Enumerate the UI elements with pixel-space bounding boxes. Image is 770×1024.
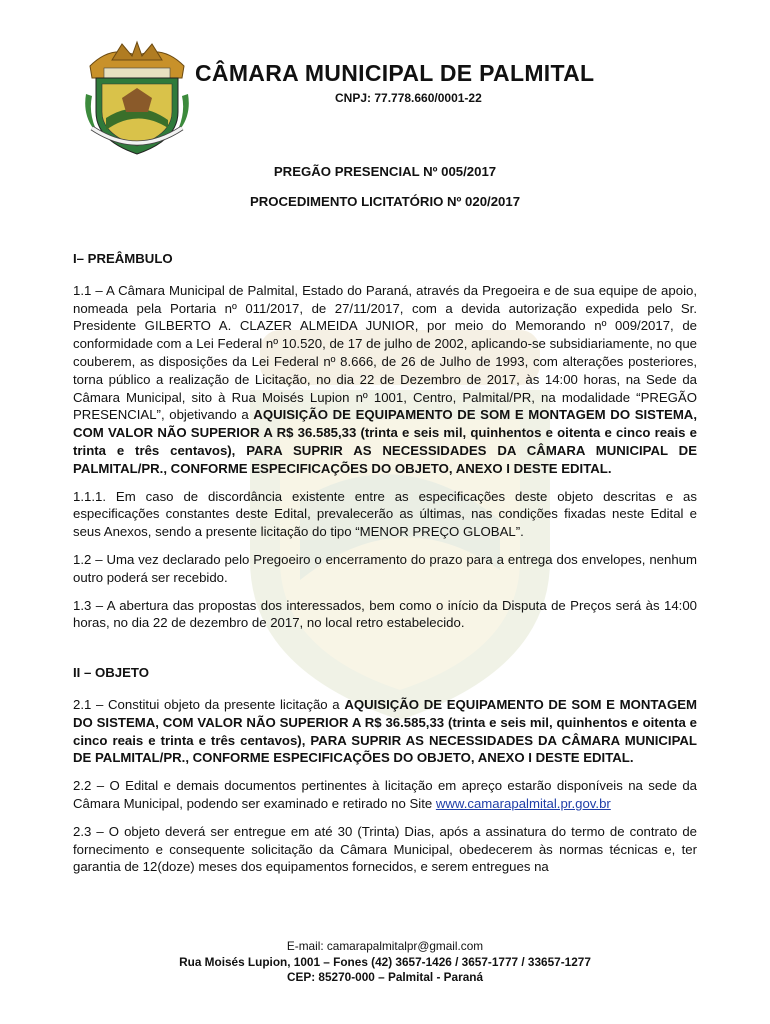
paragraph-1-1: 1.1 – A Câmara Municipal de Palmital, Estado do Paraná, através da Pregoeira e de sua equipe de apoio, nomeada pela Portaria nº 011/2017, de 27/11/2017, com a devida autorização expedida pelo Sr. Presidente GILBERTO A. CLAZER ALMEIDA JUNIOR, por meio do Memorando nº 009/2017, de conformidade com a Lei Federal nº 10.520, de 17 de julho de 2002, aplicando-se subsidiariamente, no que couberem, as disposições da Lei Federal nº 8.666, de 26 de Julho de 1993, com alterações posteriores, torna público a realização de Licitação, no dia 22 de Dezembro de 2017, às 14:00 horas, na Sede da Câmara Municipal, sito à Rua Moisés Lupion nº 1001, Centro, Palmital/PR, na modalidade “PREGÃO PRESENCIAL”, objetivando a AQUISIÇÃO DE EQUIPAMENTO DE SOM E MONTAGEM DO SISTEMA, COM VALOR NÃO SUPERIOR A R$ 36.585,33 (trinta e seis mil, quinhentos e oitenta e cinco reais e trinta e três centavos), PARA SUPRIR AS NECESSIDADES DA CÂMARA MUNICIPAL DE PALMITAL/PR., CONFORME ESPECIFICAÇÕES DO OBJETO, ANEXO I DESTE EDITAL.	[73, 282, 697, 476]
heading-pregao: PREGÃO PRESENCIAL Nº 005/2017	[273, 164, 497, 179]
section-objeto-title: II – OBJETO	[73, 665, 149, 681]
paragraph-1-2: 1.2 – Uma vez declarado pelo Pregoeiro o encerramento do prazo para a entrega dos envelopes, nenhum outro poderá ser recebido.	[73, 551, 697, 585]
paragraph-1-3: 1.3 – A abertura das propostas dos interessados, bem como o início da Disputa de Preços será às 14:00 horas, no dia 22 de dezembro de 2017, no local retro estabelecido.	[73, 597, 697, 631]
paragraph-2-1: 2.1 – Constitui objeto da presente licitação a AQUISIÇÃO DE EQUIPAMENTO DE SOM E MONTAGEM DO SISTEMA, COM VALOR NÃO SUPERIOR A R$ 36.585,33 (trinta e seis mil, quinhentos e oitenta e cinco reais e trinta e três centavos), PARA SUPRIR AS NECESSIDADES DA CÂMARA MUNICIPAL DE PALMITAL/PR., CONFORME ESPECIFICAÇÕES DO OBJETO, ANEXO I DESTE EDITAL.	[73, 696, 697, 766]
paragraph-2-3: 2.3 – O objeto deverá ser entregue em até 30 (Trinta) Dias, após a assinatura do termo de contrato de fornecimento e consequente solicitação da Câmara Municipal, obedecerem às normas técnicas e, ter garantia de 12(doze) meses dos equipamentos fornecidos, e serem entregues na	[73, 823, 697, 875]
paragraph-1-1-1: 1.1.1. Em caso de discordância existente entre as especificações deste objeto descritas e as especificações constantes deste Edital, prevalecerão as últimas, nas condições fixadas neste Edital e seus Anexos, sendo a presente licitação do tipo “MENOR PREÇO GLOBAL”.	[73, 488, 697, 540]
section-preambulo-title: I– PREÂMBULO	[73, 251, 173, 266]
document-body	[73, 250, 697, 886]
municipal-seal-logo	[82, 38, 192, 158]
footer-email: E-mail: camarapalmitalpr@gmail.com	[286, 939, 484, 953]
page-footer	[0, 939, 770, 986]
paragraph-2-2: 2.2 – O Edital e demais documentos pertinentes à licitação em apreço estarão disponíveis na sede da Câmara Municipal, podendo ser examinado e retirado no Site www.camarapalmital.pr.gov.br	[73, 778, 697, 811]
heading-procedimento: PROCEDIMENTO LICITATÓRIO Nº 020/2017	[249, 194, 521, 209]
website-link[interactable]: www.camarapalmital.pr.gov.br	[435, 795, 611, 811]
cnpj-number: CNPJ: 77.778.660/0001-22	[335, 91, 482, 105]
footer-cep: CEP: 85270-000 – Palmital - Paraná	[286, 970, 484, 984]
page-title: CÂMARA MUNICIPAL DE PALMITAL	[195, 60, 595, 86]
footer-address: Rua Moisés Lupion, 1001 – Fones (42) 3657-1426 / 3657-1777 / 33657-1277	[179, 954, 591, 969]
